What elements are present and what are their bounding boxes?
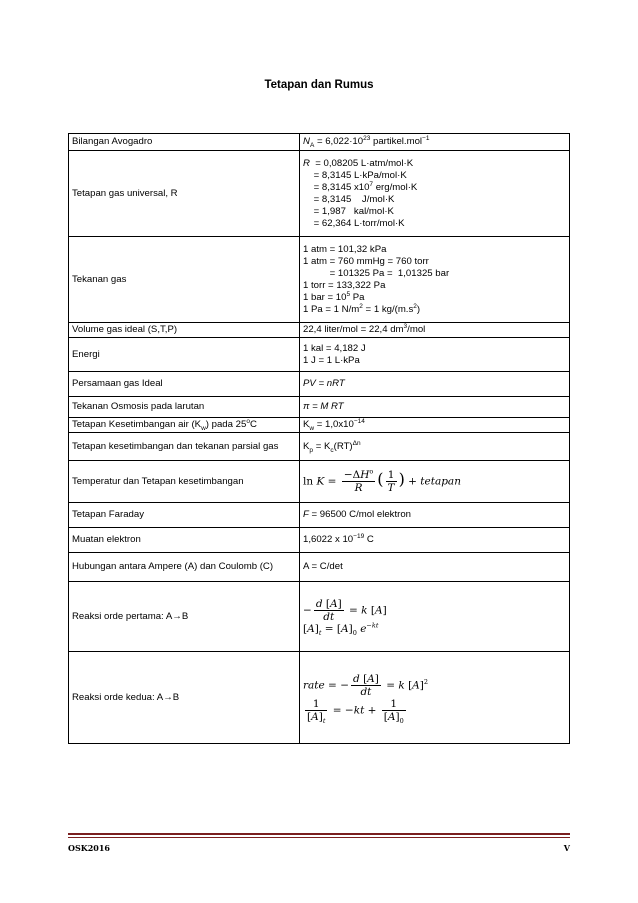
- row-label: Muatan elektron: [69, 528, 300, 553]
- footer-left: OSK2016: [68, 843, 110, 853]
- row-value: A = C/det: [300, 553, 570, 582]
- row-value: π = M RT: [300, 397, 570, 418]
- row-value: $K_w = 1,0x10^{-14}$: [300, 418, 570, 433]
- table-row: [69, 433, 570, 461]
- row-label: Hubungan antara Ampere (A) dan Coulomb (C): [69, 553, 300, 582]
- row-label: Persamaan gas Ideal: [69, 372, 300, 397]
- table-row: [69, 528, 570, 553]
- row-value: 1 kal = 4,182 J 1 J = 1 L·kPa: [300, 338, 570, 372]
- page-number: V: [563, 843, 570, 853]
- table-row: [69, 461, 570, 503]
- row-value: PV = nRT: [300, 372, 570, 397]
- row-label: Energi: [69, 338, 300, 372]
- page-title: Tetapan dan Rumus: [264, 79, 374, 91]
- row-value: 1 atm = 101,32 kPa 1 atm = 760 mmHg = 760 torr = 101325 Pa = 1,01325 bar 1 torr = 133,322 Pa 1 bar = $10^5$ Pa 1 Pa = 1 $N/m^2 = 1$ $kg/(m.s^2)$: [300, 237, 570, 323]
- vant-hoff-equation: ln K = $\frac{-\Delta H^o}{R}$ ( $\frac{1}{T}$ ) + tetapan: [300, 461, 570, 503]
- first-order-equations: − $\frac{d [A]}{dt}$ = k [A] $[A]_t = [A]_0$ $e^{-kt}$: [300, 582, 570, 652]
- row-label: Tetapan kesetimbangan dan tekanan parsial gas: [69, 433, 300, 461]
- table-row: [69, 418, 570, 433]
- row-label: Temperatur dan Tetapan kesetimbangan: [69, 461, 300, 503]
- table-row: [69, 652, 570, 744]
- table-row: [69, 338, 570, 372]
- table-row: [69, 372, 570, 397]
- row-label: Bilangan Avogadro: [69, 134, 300, 151]
- row-value: R = 0,08205 L·atm/mol·K = 8,3145 L·kPa/mol·K = 8,3145 $x10^7$ erg/mol·K = 8,3145 J/mol·K = 1,987 kal/mol·K = 62,364 L·torr/mol·K: [300, 151, 570, 237]
- row-label: Tekanan Osmosis pada larutan: [69, 397, 300, 418]
- footer-rule-thin: [68, 837, 570, 838]
- footer-rule: [68, 833, 570, 835]
- table-row: [69, 503, 570, 528]
- row-value: $K_p = K_c(RT)^{\Delta n}$: [300, 433, 570, 461]
- row-label: Tetapan gas universal, R: [69, 151, 300, 237]
- table-row: [69, 134, 570, 151]
- row-label: Tetapan Kesetimbangan air $(K_w)$ pada 25$^o$C: [69, 418, 300, 433]
- table-row: [69, 237, 570, 323]
- row-value: 22,4 liter/mol = 22,4 $dm^3$/mol: [300, 323, 570, 338]
- row-value: 1,6022 x $10^{-19}$ C: [300, 528, 570, 553]
- row-label: Reaksi orde kedua: A→B: [69, 652, 300, 744]
- table-row: [69, 323, 570, 338]
- row-label: Tekanan gas: [69, 237, 300, 323]
- table-row: [69, 582, 570, 652]
- row-label: Volume gas ideal (S,T,P): [69, 323, 300, 338]
- row-value: $N_A = 6,022\cdot 10^{23}$ partikel.mol$^{-1}$: [300, 134, 570, 151]
- table-row: [69, 151, 570, 237]
- second-order-equations: rate = − $\frac{d [A]}{dt}$ = k $[A]^2$ $\frac{1}{[A]_t}$ = −kt + $\frac{1}{[A]_0}$: [300, 652, 570, 744]
- table-row: [69, 553, 570, 582]
- table-row: [69, 397, 570, 418]
- constants-table: [68, 133, 570, 744]
- row-label: Tetapan Faraday: [69, 503, 300, 528]
- row-value: F = 96500 C/mol elektron: [300, 503, 570, 528]
- row-label: Reaksi orde pertama: A→B: [69, 582, 300, 652]
